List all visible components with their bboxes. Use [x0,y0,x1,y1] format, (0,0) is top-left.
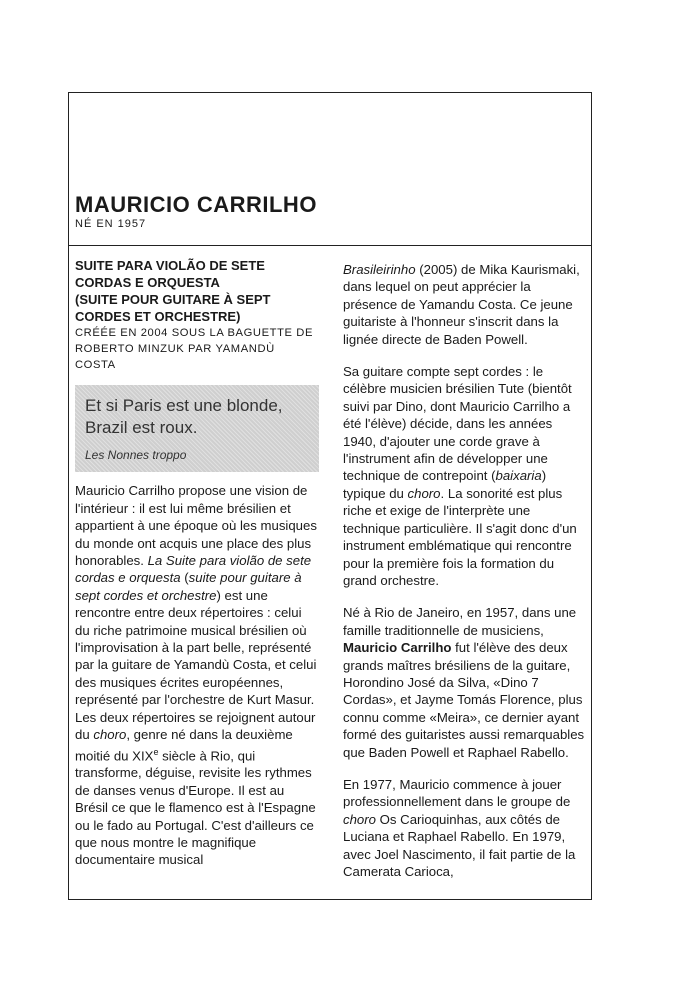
work-credit-line: ROBERTO MINZUK PAR YAMANDÙ COSTA [75,343,275,371]
composer-name: MAURICIO CARRILHO [75,192,317,217]
text-span: siècle à Rio, qui transforme, déguise, revisite les rythmes de danses venus d'Europe. Il est au Brésil ce que le flamenco est à l'Espagne ou le fado au Portugal. C'est d'ailleurs ce que nous montre le magnifique documentaire musical [75,747,316,868]
right-paragraph-1 [343,261,587,348]
text-span-italic: La Suite para violão de sete cordas e orquesta [75,553,312,586]
superscript: e [153,746,159,757]
right-column [343,261,587,895]
text-span-bold: Mauricio Carrilho [343,640,452,656]
header-divider [69,245,591,246]
text-span: ) est une rencontre entre deux répertoires : celui du riche patrimoine musical brésilien où l'improvisation à la part belle, représenté par la guitare de Yamandù Costa, et celui des musiques écrites européennes, représenté par l'orchestre de Kurt Masur. Les deux répertoires se rejoignent autour du [75,587,317,743]
right-paragraph-4 [343,776,587,880]
left-column [75,257,319,869]
work-title [75,257,319,325]
text-span: En 1977, Mauricio commence à jouer professionnellement dans le groupe de [343,776,571,810]
left-body-paragraph [75,482,319,868]
text-span: Os Carioquinhas, aux côtés de Luciana et Raphael Rabello. En 1979, avec Joel Nascimento, il fait partie de la Camerata Carioca, [343,811,576,879]
text-span-italic: choro [343,811,376,827]
quote-source: Les Nonnes troppo [85,448,187,462]
text-span: Mauricio Carrilho propose une vision de l'intérieur : il est lui même brésilien et appartient à une époque où les musiques du monde ont acquis une place des plus honorables. [75,483,317,569]
work-title-line: CORDAS E ORQUESTA [75,275,220,290]
quote-line: Brazil est roux. [85,418,198,437]
work-title-line: SUITE PARA VIOLÃO DE SETE [75,258,265,273]
text-span: fut l'élève des deux grands maîtres brésiliens de la guitare, Horondino José da Silva, «Dino 7 Cordas», et Jayme Tomás Florence, plus connu comme «Meira», ce dernier ayant formé des guitaristes aussi remarquables que Baden Powell et Raphael Rabello. [343,640,585,760]
right-paragraph-2 [343,363,587,589]
text-span: (2005) de Mika Kaurismaki, dans lequel on peut apprécier la présence de Yamandu Costa. Ce jeune guitariste à l'honneur s'inscrit dans la lignée directe de Baden Powell. [343,262,580,347]
work-credit [75,325,319,373]
text-span-italic: Brasileirinho [343,262,416,277]
quote-text [85,395,309,439]
text-span: , genre né dans la deuxième moitié du XIX [75,727,293,763]
work-credit-line: CRÉÉE EN 2004 SOUS LA BAGUETTE DE [75,327,314,339]
text-span: ( [180,570,189,586]
composer-birth-year: NÉ EN 1957 [75,218,147,230]
text-span: . La sonorité est plus riche et exige de l'interprète une technique particulière. Il s'agit donc d'un instrument emblématique qui rencontre pour la première fois la formation du grand orchestre. [343,485,577,588]
work-title-line: CORDES ET ORCHESTRE) [75,309,241,324]
text-span-italic: suite pour guitare à sept cordes et orchestre [75,570,302,603]
text-span-italic: baixaria [495,468,542,484]
text-span: ) typique du [343,468,547,501]
composer-header [75,193,585,231]
work-title-line: (SUITE POUR GUITARE À SEPT [75,292,271,307]
quote-box [75,385,319,472]
quote-line: Et si Paris est une blonde, [85,396,283,415]
text-span-italic: choro [93,727,127,743]
page-frame [68,92,592,900]
right-paragraph-3 [343,604,587,761]
text-span: Sa guitare compte sept cordes : le célèbre musicien brésilien Tute (bientôt suivi par Dino, dont Mauricio Carrilho a été l'élève) décide, dans les années 1940, d'ajouter une corde grave à l'instrument afin de développer une technique de contrepoint ( [343,364,572,484]
text-span: Né à Rio de Janeiro, en 1957, dans une famille traditionnelle de musiciens, [343,605,577,638]
text-span-italic: choro [407,485,441,501]
